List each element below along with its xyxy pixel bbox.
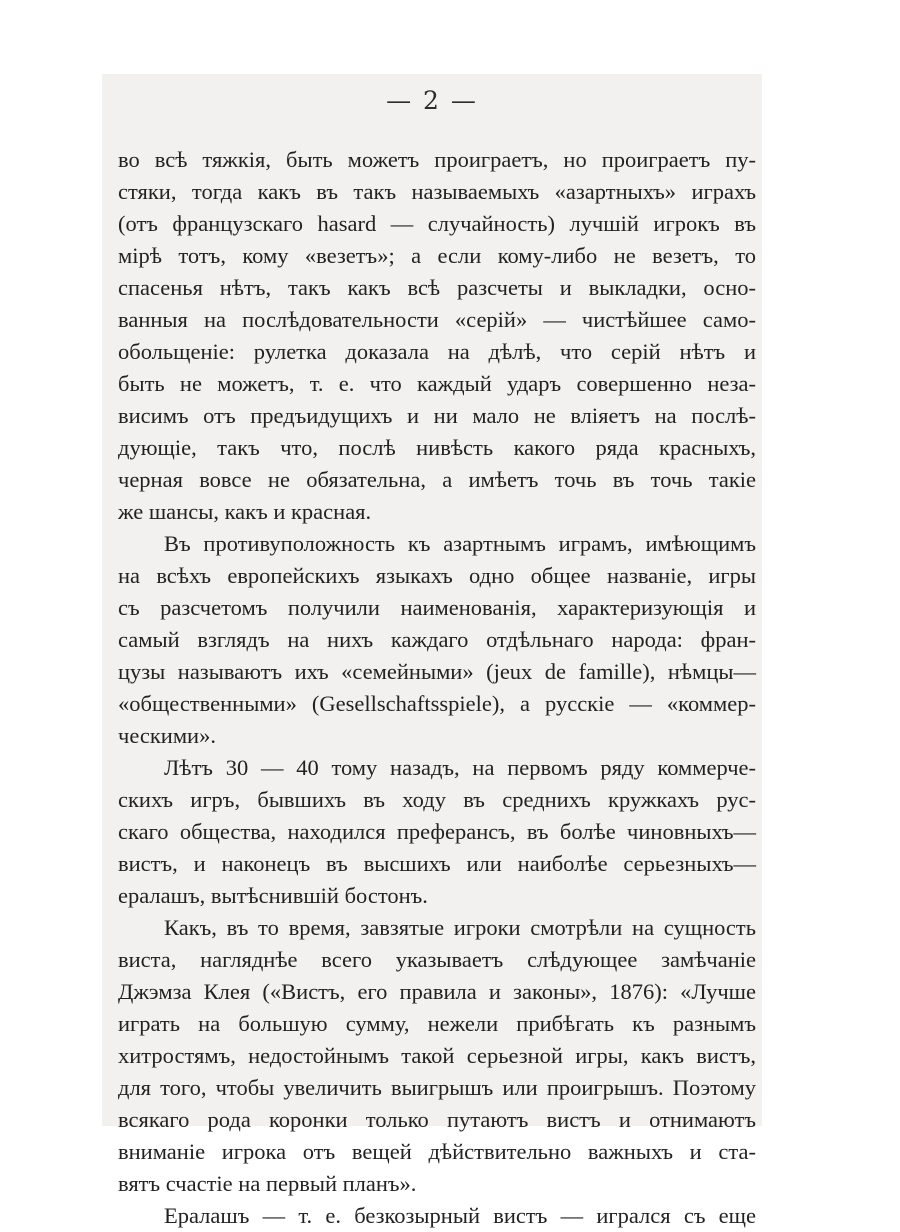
text-line: скаго общества, находился преферансъ, въ болѣе чиновныхъ— bbox=[118, 819, 756, 844]
text-line: Какъ, въ то время, завзятые игроки смотрѣли на сущность bbox=[164, 915, 756, 940]
text-line: Въ противуположность къ азартнымъ играмъ, имѣющимъ bbox=[164, 531, 756, 556]
text-line: виста, нагляднѣе всего указываетъ слѣдующее замѣчаніе bbox=[118, 947, 756, 972]
scanned-page bbox=[102, 74, 762, 1228]
text-line: ералашъ, вытѣснившій бостонъ. bbox=[118, 883, 428, 908]
text-line: (отъ французскаго hasard — случайность) лучшій игрокъ въ bbox=[118, 211, 756, 236]
text-line: висимъ отъ предъидущихъ и ни мало не вліяетъ на послѣ- bbox=[118, 403, 756, 428]
text-line: Ералашъ — т. е. безкозырный вистъ — игрался съ еще bbox=[164, 1203, 756, 1228]
text-line: во всѣ тяжкія, быть можетъ проиграетъ, но проиграетъ пу- bbox=[118, 147, 756, 172]
text-line: на всѣхъ европейскихъ языкахъ одно общее названіе, игры bbox=[118, 563, 756, 588]
text-line: съ разсчетомъ получили наименованія, характеризующія и bbox=[118, 595, 756, 620]
text-line: спасенья нѣтъ, такъ какъ всѣ разсчеты и выкладки, осно- bbox=[118, 275, 756, 300]
text-line: ванныя на послѣдовательности «серій» — чистѣйшее само- bbox=[118, 307, 756, 332]
text-line: быть не можетъ, т. е. что каждый ударъ совершенно неза- bbox=[118, 371, 756, 396]
text-line: самый взглядъ на нихъ каждаго отдѣльнаго народа: фран- bbox=[118, 627, 756, 652]
text-line: вниманіе игрока отъ вещей дѣйствительно важныхъ и ста- bbox=[118, 1139, 756, 1164]
text-line: скихъ игръ, бывшихъ въ ходу въ среднихъ кружкахъ рус- bbox=[118, 787, 756, 812]
text-line: играть на большую сумму, нежели прибѣгать къ разнымъ bbox=[118, 1011, 756, 1036]
text-line: всякаго рода коронки только путаютъ вистъ и отнимаютъ bbox=[118, 1107, 756, 1132]
text-line: вятъ счастіе на первый планъ». bbox=[118, 1171, 417, 1196]
text-line: обольщеніе: рулетка доказала на дѣлѣ, что серій нѣтъ и bbox=[118, 339, 756, 364]
text-line: черная вовсе не обязательна, а имѣетъ точь въ точь такіе bbox=[118, 467, 756, 492]
text-line: Джэмза Клея («Вистъ, его правила и законы», 1876): «Лучше bbox=[118, 979, 756, 1004]
page-number: — 2 — bbox=[386, 86, 478, 115]
text-line: стяки, тогда какъ въ такъ называемыхъ «азартныхъ» играхъ bbox=[118, 179, 756, 204]
text-line: дующіе, такъ что, послѣ нивѣсть какого ряда красныхъ, bbox=[118, 435, 756, 460]
text-line: вистъ, и наконецъ въ высшихъ или наиболѣе серьезныхъ— bbox=[118, 851, 756, 876]
text-line: «общественными» (Gesellschaftsspiele), а русскіе — «коммер- bbox=[118, 691, 756, 716]
body-text bbox=[118, 144, 756, 1232]
text-line: ческими». bbox=[118, 723, 216, 748]
text-line: же шансы, какъ и красная. bbox=[118, 499, 372, 524]
text-line: мірѣ тотъ, кому «везетъ»; а если кому-либо не везетъ, то bbox=[118, 243, 756, 268]
text-line: Лѣтъ 30 — 40 тому назадъ, на первомъ ряду коммерче- bbox=[164, 755, 756, 780]
text-line: цузы называютъ ихъ «семейными» (jeux de famille), нѣмцы— bbox=[118, 659, 756, 684]
text-line: хитростямъ, недостойнымъ такой серьезной игры, какъ вистъ, bbox=[118, 1043, 756, 1068]
text-line: для того, чтобы увеличить выигрышъ или проигрышъ. Поэтому bbox=[118, 1075, 756, 1100]
